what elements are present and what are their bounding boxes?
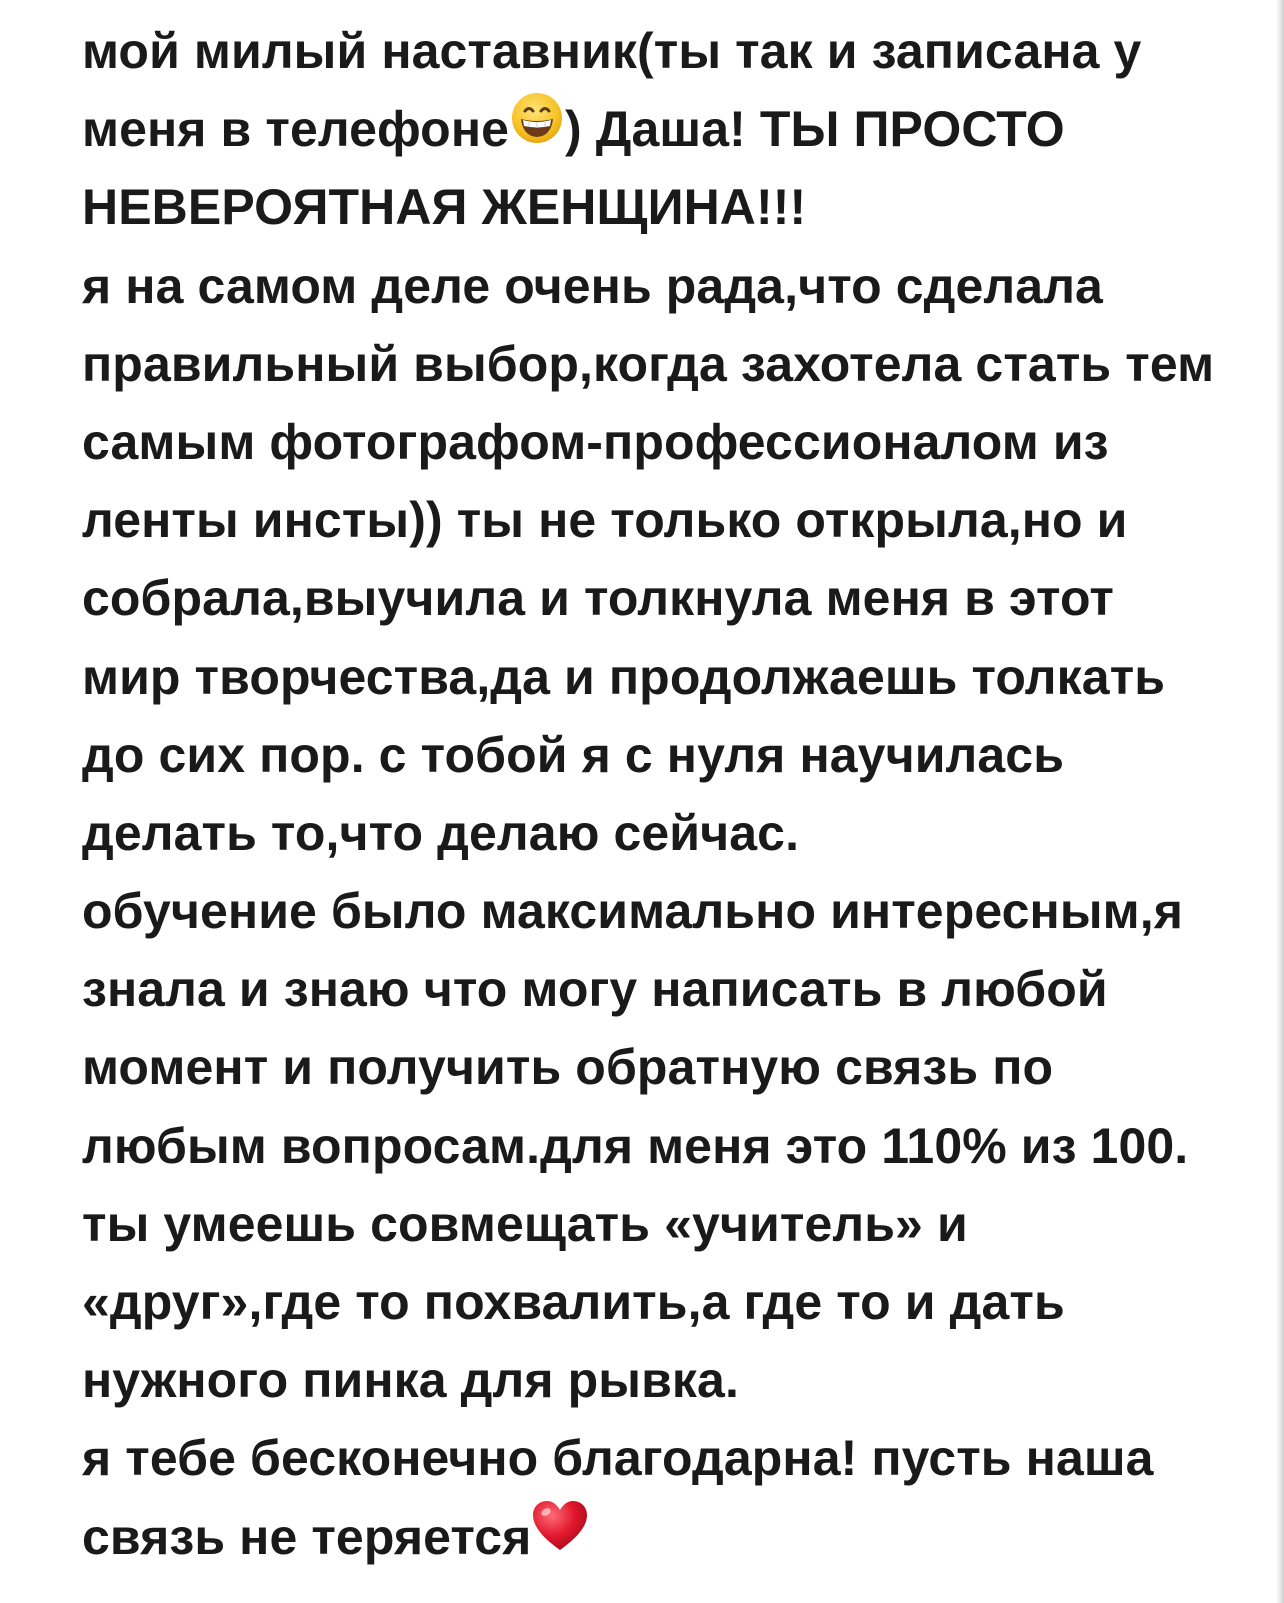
- text-fragment: меня в телефоне: [82, 101, 510, 158]
- text-line: до сих пор. с тобой я с нуля научилась: [82, 726, 1065, 783]
- text-line: мой милый наставник(ты так и записана у: [82, 23, 1142, 79]
- text-line: мир творчества,да и продолжаешь толкать: [82, 648, 1166, 705]
- text-line: я тебе бесконечно благодарна! пусть наша: [82, 1430, 1154, 1487]
- text-line: нужного пинка для рывка.: [82, 1352, 739, 1409]
- text-line: ленты инсты)) ты не только открыла,но и: [82, 492, 1128, 549]
- text-line: правильный выбор,когда захотела стать тем: [82, 335, 1215, 392]
- text-line: «друг»,где то похвалить,а где то и дать: [82, 1274, 1065, 1330]
- red-heart-icon: [531, 1497, 589, 1575]
- text-fragment: связь не теряется: [82, 1508, 532, 1565]
- text-line: любым вопросам.для меня это 110% из 100.: [82, 1117, 1189, 1174]
- text-line: [82, 1498, 1232, 1576]
- page-edge-shadow: [1276, 0, 1284, 1603]
- text-line: НЕВЕРОЯТНАЯ ЖЕНЩИНА!!!: [82, 179, 807, 236]
- text-line: самым фотографом-профессионалом из: [82, 413, 1109, 470]
- text-line: делать то,что делаю сейчас.: [82, 804, 800, 861]
- text-line: я на самом деле очень рада,что сделала: [82, 257, 1103, 314]
- text-line: момент и получить обратную связь по: [82, 1039, 1054, 1096]
- message-text: [82, 12, 1232, 1576]
- text-fragment: ) Даша! ТЫ ПРОСТО: [565, 101, 1065, 158]
- text-line: обучение было максимально интересным,я: [82, 883, 1183, 940]
- text-line: [82, 90, 1232, 168]
- text-line: знала и знаю что могу написать в любой: [82, 961, 1108, 1018]
- grinning-face-icon: [509, 90, 565, 168]
- text-line: собрала,выучила и толкнула меня в этот: [82, 570, 1114, 627]
- text-line: ты умеешь совмещать «учитель» и: [82, 1195, 968, 1252]
